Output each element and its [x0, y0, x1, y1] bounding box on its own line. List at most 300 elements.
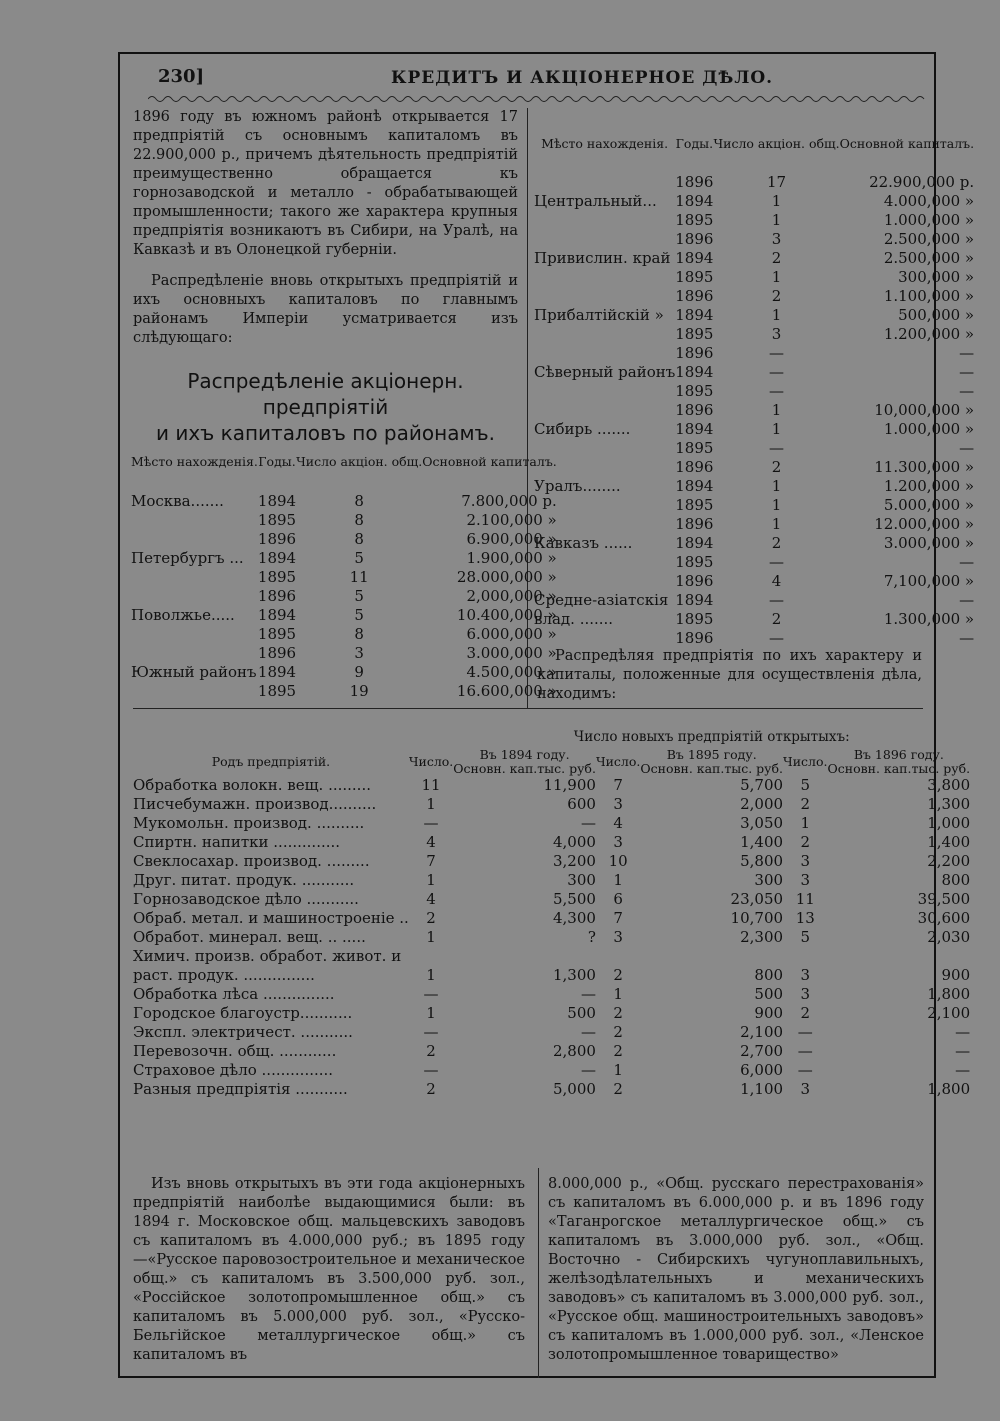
capital-cell: —: [959, 344, 975, 362]
region-cell: [131, 625, 258, 644]
capital-1896-cell: 900: [941, 966, 971, 984]
count-1896-cell: 2: [800, 833, 811, 851]
count-cell: 2: [771, 534, 782, 552]
table-row: [131, 530, 557, 549]
count-1896-cell: —: [797, 1042, 813, 1060]
col-header-count-1896: Число.: [783, 754, 828, 769]
enterprise-type-grid: [133, 726, 970, 1099]
region-cell: Южный районъ: [131, 663, 257, 681]
year-cell: 1894: [675, 306, 714, 324]
table-row: [534, 534, 974, 553]
count-1895-cell: 2: [613, 966, 623, 984]
capital-cell: 10,000,000 »: [874, 401, 975, 419]
year-cell: 1894: [257, 549, 297, 567]
count-cell: 9: [354, 663, 364, 681]
count-1895-cell: 7: [613, 909, 623, 927]
col-header-1894: [453, 748, 596, 776]
count-cell: —: [769, 553, 785, 571]
count-cell: —: [769, 344, 785, 362]
table-row: [133, 909, 970, 928]
count-1895-cell: 2: [613, 1023, 623, 1041]
year-cell: 1894: [675, 249, 714, 267]
table-row: [131, 549, 557, 568]
region-cell: [534, 268, 675, 287]
capital-cell: —: [959, 591, 975, 609]
capital-1894-cell: [453, 947, 596, 966]
count-1896-cell: [783, 947, 827, 966]
count-cell: 5: [354, 587, 364, 605]
capital-1894-cell: 3,200: [552, 852, 596, 870]
kind-cell: Обработ. минерал. вещ. .. .....: [133, 928, 366, 946]
capital-cell: 1.300,000 »: [883, 610, 975, 628]
year-cell: 1895: [675, 325, 714, 343]
capital-1895-cell: 5,700: [740, 776, 784, 794]
capital-1896-cell: —: [955, 1042, 971, 1060]
count-cell: 8: [354, 625, 364, 643]
capital-1895-cell: 5,800: [740, 852, 784, 870]
count-cell: 3: [771, 230, 782, 248]
region-cell: [534, 287, 675, 306]
region-cell: [534, 629, 675, 648]
count-1894-cell: 2: [426, 909, 436, 927]
count-cell: 2: [771, 610, 782, 628]
count-1895-cell: 10: [608, 852, 628, 870]
count-1895-cell: 3: [613, 795, 623, 813]
capital-cell: 3.000,000 »: [466, 644, 557, 662]
capital-1896-cell: 1,800: [927, 985, 971, 1003]
region-cell: Сибирь .......: [534, 420, 631, 438]
capital-cell: 6.000,000 »: [466, 625, 557, 643]
kind-cell: Писчебумажн. производ..........: [133, 795, 377, 813]
capital-cell: 16.600,000 »: [456, 682, 557, 700]
capital-1895-cell: 800: [754, 966, 784, 984]
count-1895-cell: 1: [613, 985, 623, 1003]
region-cell: Уралъ........: [534, 477, 621, 495]
capital-1894-cell: —: [580, 985, 596, 1003]
region-cell: [534, 496, 675, 515]
region-cell: Привислин. край: [534, 249, 671, 267]
capital-1894-cell: 2,800: [552, 1042, 596, 1060]
year-cell: 1895: [257, 625, 297, 643]
table-row: [133, 871, 970, 890]
table-row: [131, 587, 557, 606]
year-cell: 1896: [675, 401, 714, 419]
page-number: 230]: [158, 66, 205, 87]
count-1896-cell: 5: [800, 776, 811, 794]
capital-1895-cell: 2,000: [740, 795, 784, 813]
kind-cell: Обработка волокн. вещ. .........: [133, 776, 371, 794]
capital-1894-cell: 4,300: [552, 909, 596, 927]
count-1894-cell: 11: [421, 776, 441, 794]
year-cell: 1896: [675, 173, 714, 191]
region-table-right: [534, 115, 975, 648]
year-cell: 1896: [257, 644, 297, 662]
group-header: Число новыхъ предпріятій открытыхъ:: [573, 728, 850, 745]
count-cell: 17: [767, 173, 787, 191]
year-cell: 1896: [257, 530, 297, 548]
col-header-capital: Основной капиталъ.: [422, 454, 557, 469]
year-cell: 1895: [675, 553, 714, 571]
table-row: [534, 382, 974, 401]
count-1896-cell: 2: [800, 795, 811, 813]
count-1894-cell: 1: [426, 1004, 436, 1022]
count-cell: 3: [771, 325, 782, 343]
count-1894-cell: 2: [426, 1080, 436, 1098]
capital-cell: 10.400,000 »: [456, 606, 557, 624]
count-cell: —: [769, 591, 785, 609]
table-row: [534, 591, 974, 610]
kind-cell: Городское благоустр...........: [133, 1004, 353, 1022]
table-row: [534, 306, 974, 325]
count-cell: 11: [349, 568, 369, 586]
table-row: [133, 1080, 970, 1099]
year-cell: 1894: [675, 420, 714, 438]
count-1896-cell: 3: [800, 985, 811, 1003]
year-cell: 1896: [675, 344, 714, 362]
table-row: [534, 363, 974, 382]
capital-cell: 22.900,000 р.: [869, 173, 975, 191]
year-cell: 1896: [675, 572, 714, 590]
capital-1895-cell: 23,050: [730, 890, 784, 908]
table-row: [534, 420, 974, 439]
capital-1896-cell: 800: [941, 871, 971, 889]
capital-1896-cell: 3,800: [927, 776, 971, 794]
capital-cell: 11.300,000 »: [874, 458, 975, 476]
capital-1894-cell: ?: [587, 928, 596, 946]
table-row: [534, 173, 974, 192]
count-1894-cell: —: [423, 1061, 439, 1079]
capital-cell: —: [959, 629, 975, 647]
region-cell: [534, 401, 675, 420]
region-cell: [534, 553, 675, 572]
count-1895-cell: 3: [613, 928, 623, 946]
table-row: [131, 511, 557, 530]
capital-label-1896: Основн. кап.тыс. руб.: [827, 761, 971, 776]
year-cell: 1894: [257, 606, 297, 624]
capital-1894-cell: 5,000: [552, 1080, 596, 1098]
year-cell: 1894: [675, 591, 714, 609]
region-table-right-grid: [534, 115, 974, 648]
capital-1896-cell: 39,500: [917, 890, 971, 908]
capital-cell: 2.500,000 »: [883, 230, 975, 248]
table-row: [133, 947, 970, 966]
capital-cell: 1.000,000 »: [883, 420, 975, 438]
capital-1895-cell: 500: [754, 985, 784, 1003]
count-1896-cell: 3: [800, 1080, 811, 1098]
region-cell: [131, 511, 258, 530]
page-header: [38, 66, 918, 90]
kind-cell: Обработка лѣса ...............: [133, 985, 335, 1003]
count-cell: 5: [354, 549, 364, 567]
count-cell: 8: [354, 492, 364, 510]
table-row: [534, 401, 974, 420]
table-row: [534, 458, 974, 477]
capital-1894-cell: 4,000: [552, 833, 596, 851]
table-row: [534, 192, 974, 211]
capital-1896-cell: 30,600: [917, 909, 971, 927]
table-row: [133, 1042, 970, 1061]
table-row: [534, 572, 974, 591]
count-1895-cell: 4: [613, 814, 623, 832]
col-header-place: Мѣсто нахожденія.: [131, 454, 258, 469]
table-row: [534, 287, 974, 306]
kind-cell: Страховое дѣло ...............: [133, 1061, 334, 1079]
capital-cell: —: [959, 553, 975, 571]
count-1895-cell: 6: [613, 890, 623, 908]
region-cell: [131, 568, 258, 587]
table-row: [534, 477, 974, 496]
year-1894-label: Въ 1894 году.: [479, 747, 570, 762]
year-cell: 1894: [675, 534, 714, 552]
capital-cell: 7,100,000 »: [883, 572, 975, 590]
region-cell: [131, 644, 258, 663]
capital-cell: 4.500,000 »: [466, 663, 557, 681]
count-1894-cell: 1: [426, 795, 436, 813]
right-paragraph-3: Распредѣляя предпріятія по ихъ характеру и капиталы, положенные для осуществленія дѣла, находимъ:: [537, 648, 922, 702]
count-1894-cell: 4: [426, 833, 436, 851]
count-cell: 2: [771, 249, 782, 267]
col-header-1895: [640, 748, 783, 776]
count-1894-cell: 2: [426, 1042, 436, 1060]
kind-cell: Экспл. электричест. ...........: [133, 1023, 353, 1041]
left-paragraph-1: 1896 году въ южномъ районѣ открывается 17 предпріятій съ основнымъ капиталомъ въ 22.900,000 р., причемъ дѣятельность предпріятій преимущественно обращается къ горнозаводской и металло - обрабатывающей промышленности; такого же характера крупныя предпріятія возникаютъ въ Сибири, на Уралѣ, на Кавказѣ и въ Олонецкой губерніи.: [133, 109, 518, 258]
count-cell: 5: [354, 606, 364, 624]
table-row: [133, 966, 970, 985]
running-title: КРЕДИТЪ И АКЦІОНЕРНОЕ ДѢЛО.: [391, 68, 774, 88]
capital-1895-cell: 6,000: [740, 1061, 784, 1079]
table-row: [133, 928, 970, 947]
count-1896-cell: 1: [800, 814, 811, 832]
region-cell: [534, 382, 675, 401]
capital-1896-cell: [827, 947, 970, 966]
kind-cell: Друг. питат. продук. ...........: [133, 871, 355, 889]
kind-cell: Спиртн. напитки ..............: [133, 833, 341, 851]
capital-cell: 2.500,000 »: [883, 249, 975, 267]
kind-cell: раст. продук. ...............: [133, 966, 315, 984]
count-1896-cell: 2: [800, 1004, 811, 1022]
count-1894-cell: 1: [426, 928, 436, 946]
count-1896-cell: 13: [795, 909, 815, 927]
count-cell: 2: [771, 458, 782, 476]
capital-1896-cell: 1,300: [927, 795, 971, 813]
capital-1896-cell: 1,800: [927, 1080, 971, 1098]
col-header-years: Годы.: [675, 136, 714, 151]
count-1895-cell: 2: [613, 1042, 623, 1060]
kind-cell: Горнозаводское дѣло ...........: [133, 890, 359, 908]
col-header-kind: Родъ предпріятій.: [211, 754, 331, 769]
capital-1895-cell: 10,700: [730, 909, 784, 927]
region-cell: [534, 211, 675, 230]
bottom-column-divider: [538, 1168, 539, 1378]
year-cell: 1895: [675, 382, 714, 400]
capital-1894-cell: 5,500: [552, 890, 596, 908]
count-1895-cell: 2: [613, 1080, 623, 1098]
capital-cell: 500,000 »: [898, 306, 975, 324]
table-row: [534, 249, 974, 268]
year-cell: 1896: [675, 515, 714, 533]
capital-cell: 2,000,000 »: [466, 587, 557, 605]
count-1894-cell: —: [423, 985, 439, 1003]
year-cell: 1895: [675, 496, 714, 514]
capital-1895-cell: 1,400: [740, 833, 784, 851]
region-cell: [534, 325, 675, 344]
table-row: [133, 1023, 970, 1042]
kind-cell: Мукомольн. производ. ..........: [133, 814, 365, 832]
count-cell: 1: [771, 515, 782, 533]
col-header-count-1894: Число.: [408, 754, 454, 769]
capital-cell: 7.800,000 р.: [461, 492, 557, 510]
count-1896-cell: —: [797, 1023, 813, 1041]
count-1895-cell: 2: [613, 1004, 623, 1022]
table-row: [131, 492, 557, 511]
region-cell: Сѣверный районъ: [534, 363, 676, 381]
count-1896-cell: 3: [800, 966, 811, 984]
year-1896-label: Въ 1896 году.: [853, 747, 944, 762]
year-cell: 1896: [257, 587, 297, 605]
capital-1895-cell: 900: [754, 1004, 784, 1022]
table-row: [133, 1061, 970, 1080]
capital-1894-cell: —: [580, 1023, 596, 1041]
count-cell: 19: [349, 682, 369, 700]
table-row: [133, 890, 970, 909]
capital-1895-cell: 300: [754, 871, 784, 889]
table-row: [534, 268, 974, 287]
count-1894-cell: [409, 947, 453, 966]
region-cell: [534, 344, 675, 363]
capital-1896-cell: 1,400: [927, 833, 971, 851]
region-cell: [534, 515, 675, 534]
year-1895-label: Въ 1895 году.: [666, 747, 757, 762]
count-cell: 1: [771, 192, 782, 210]
capital-cell: 28.000,000 »: [456, 568, 557, 586]
region-cell: Москва.......: [131, 492, 224, 510]
region-cell: Прибалтійскій »: [534, 306, 664, 324]
table-row: [133, 1004, 970, 1023]
region-cell: Центральный...: [534, 192, 657, 210]
table-row: [534, 211, 974, 230]
enterprise-type-table: [133, 726, 971, 1099]
count-cell: —: [769, 363, 785, 381]
table-row: [534, 325, 974, 344]
bottom-right-paragraph: 8.000,000 р., «Общ. русскаго перестрахованія» съ капиталомъ въ 6.000,000 р. и въ 1896 году «Таганрогское металлургическое общ.» съ капиталомъ въ 3.000,000 руб. зол., «Общ. Восточно - Сибирскихъ чугуноплавильныхъ, желѣзодѣлательныхъ и механическихъ заводовъ» съ капиталомъ въ 3.000,000 руб. зол., «Русское общ. машиностроительныхъ заводовъ» съ капиталомъ въ 1.000,000 руб. зол., «Ленское золотопромышленное товарищество»: [548, 1176, 924, 1363]
region-cell: Кавказъ ......: [534, 534, 633, 552]
table-row: [534, 610, 974, 629]
capital-cell: 4.000,000 »: [883, 192, 975, 210]
capital-label-1894: Основн. кап.тыс. руб.: [453, 761, 596, 776]
capital-1896-cell: 1,000: [927, 814, 971, 832]
table-row: [534, 496, 974, 515]
col-header-count: Число акціон. общ.: [713, 136, 840, 151]
col-header-place: Мѣсто нахожденія.: [541, 136, 669, 151]
capital-cell: 1.900,000 »: [466, 549, 557, 567]
capital-1894-cell: 500: [567, 1004, 596, 1022]
capital-1894-cell: —: [580, 1061, 596, 1079]
region-table-left: [131, 432, 557, 701]
capital-1895-cell: 1,100: [740, 1080, 784, 1098]
count-1894-cell: 4: [426, 890, 436, 908]
table-row: [133, 795, 970, 814]
region-cell: [534, 230, 675, 249]
year-cell: 1894: [675, 363, 714, 381]
capital-cell: —: [959, 439, 975, 457]
count-cell: 3: [354, 644, 364, 662]
year-cell: 1895: [257, 682, 297, 700]
capital-cell: 1.100,000 »: [883, 287, 975, 305]
region-cell: Средне-азіатскія: [534, 591, 669, 609]
capital-1896-cell: —: [955, 1023, 971, 1041]
table-row: [131, 663, 557, 682]
capital-cell: 6.900,000 »: [466, 530, 557, 548]
table-row: [534, 344, 974, 363]
capital-cell: 1.000,000 »: [883, 211, 975, 229]
col-header-capital: Основной капиталъ.: [839, 136, 975, 151]
capital-1894-cell: 300: [567, 871, 596, 889]
year-cell: 1895: [675, 610, 714, 628]
count-1896-cell: 3: [800, 871, 811, 889]
table-row: [534, 553, 974, 572]
table-row: [131, 568, 557, 587]
count-1895-cell: 1: [613, 871, 623, 889]
count-1896-cell: 5: [800, 928, 811, 946]
kind-cell: Перевозочн. общ. ............: [133, 1042, 337, 1060]
table-row: [133, 985, 970, 1004]
year-cell: 1894: [675, 192, 714, 210]
count-cell: 2: [771, 287, 782, 305]
year-cell: 1895: [257, 568, 297, 586]
count-cell: 1: [771, 496, 782, 514]
year-cell: 1896: [675, 458, 714, 476]
capital-1894-cell: 11,900: [543, 776, 596, 794]
capital-1896-cell: —: [955, 1061, 971, 1079]
capital-cell: 2.100,000 »: [466, 511, 557, 529]
left-paragraph-2: Распредѣленіе вновь открытыхъ предпріятій и ихъ основныхъ капиталовъ по главнымъ районамъ Имперіи усматривается изъ слѣдующаго:: [133, 273, 518, 346]
capital-1896-cell: 2,030: [927, 928, 971, 946]
count-1895-cell: 7: [613, 776, 623, 794]
capital-cell: —: [959, 363, 975, 381]
count-1894-cell: 1: [426, 966, 436, 984]
region-cell: [131, 587, 258, 606]
table-row: [133, 852, 970, 871]
region-cell: [534, 458, 675, 477]
count-1896-cell: 11: [795, 890, 815, 908]
capital-1895-cell: 2,300: [740, 928, 784, 946]
capital-1894-cell: 600: [567, 795, 596, 813]
section-rule: [133, 708, 923, 709]
capital-label-1895: Основн. кап.тыс. руб.: [640, 761, 784, 776]
table-row: [131, 606, 557, 625]
count-1895-cell: 1: [613, 1061, 623, 1079]
col-header-years: Годы.: [258, 454, 296, 469]
capital-1895-cell: 3,050: [740, 814, 784, 832]
capital-1895-cell: 2,100: [740, 1023, 784, 1041]
table-row: [133, 814, 970, 833]
capital-cell: 300,000 »: [898, 268, 975, 286]
count-cell: 8: [354, 530, 364, 548]
count-cell: 1: [771, 211, 782, 229]
capital-cell: 12.000,000 »: [874, 515, 975, 533]
bottom-left-paragraph: Изъ вновь открытыхъ въ эти года акціонерныхъ предпріятій наиболѣе выдающимися были: въ 1894 г. Московское общ. мальцевскихъ заводовъ съ капиталомъ въ 4.000,000 руб.; въ 1895 году—«Русское паровозостроительное и механическое общ.» съ капиталомъ въ 3.500,000 руб. зол., «Россійское золотопромышленное общ.» съ капиталомъ въ 5.000,000 руб. зол., «Русско-Бельгійское металлургическое общ.» съ капиталомъ въ: [133, 1176, 525, 1363]
table-row: [534, 439, 974, 458]
region-cell: [534, 439, 675, 458]
kind-cell: Химич. произв. обработ. живот. и: [133, 947, 402, 965]
count-cell: 1: [771, 477, 782, 495]
capital-1894-cell: —: [580, 814, 596, 832]
count-1896-cell: 3: [800, 852, 811, 870]
year-cell: 1894: [675, 477, 714, 495]
year-cell: 1895: [675, 268, 714, 286]
year-cell: 1895: [675, 211, 714, 229]
year-cell: 1894: [257, 492, 297, 510]
